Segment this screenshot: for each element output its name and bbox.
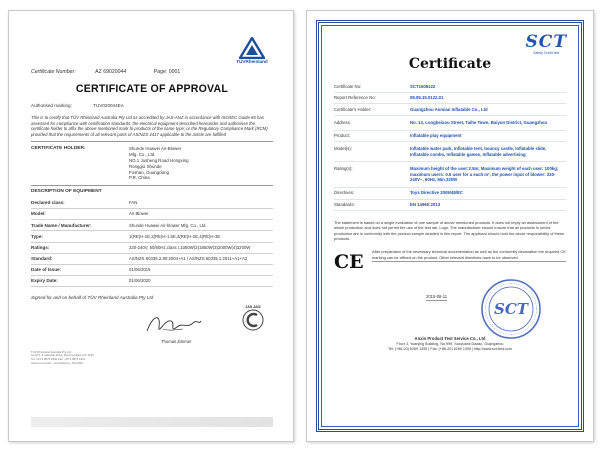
certificate-table xyxy=(334,81,566,211)
footer-bar xyxy=(31,417,273,427)
stamp-seal-icon xyxy=(480,278,542,340)
holder-label: CERTIFICATE HOLDER: xyxy=(31,146,86,152)
sct-logo-text: SCT xyxy=(525,32,567,52)
holder-address xyxy=(129,146,189,181)
tuv-footer xyxy=(31,351,273,366)
row-value: 01/06/2020 xyxy=(129,278,151,284)
tuv-certificate xyxy=(8,10,294,442)
holder-line: Mfg. Co., Ltd. xyxy=(129,152,156,158)
sct-logo xyxy=(526,31,567,56)
holder-line: Ronggui Shunde xyxy=(129,163,162,169)
ce-mark-icon: CE xyxy=(334,251,364,274)
row-key: Expiry Date: xyxy=(31,278,58,284)
table-row xyxy=(334,104,566,116)
footer-line: Level 5, 8 Lakeside Drive, Burwood East VIC 3151 xyxy=(31,353,94,358)
row-key: Ratings: xyxy=(31,244,50,250)
divider xyxy=(31,185,273,186)
cert-number: AZ 69020044 xyxy=(95,69,127,75)
signer-name: Thomas Zimmer xyxy=(161,338,192,344)
row-key: Rating(s): xyxy=(334,166,353,172)
row-key: Type: xyxy=(31,233,43,239)
authorised-value: TUV020044EA xyxy=(93,103,124,109)
row-value: 08.05.15.0122.01 xyxy=(410,95,444,101)
sct-certificate xyxy=(306,10,594,442)
row-key: Date of Issue: xyxy=(31,266,62,272)
table-row xyxy=(31,265,273,276)
row-value: EN 14960:2013 xyxy=(410,202,441,208)
row-value: AS/NZS 60335.2.80:2004+A1 / AS/NZS 60335.1:2011+A1+A2 xyxy=(129,255,248,261)
table-row xyxy=(31,254,273,265)
authorised-marking xyxy=(31,103,273,109)
divider xyxy=(31,141,273,142)
table-row xyxy=(334,188,566,200)
row-value: 220-240V, 50/60Hz,class I,1050W(2)1850W(3)2000W(4)3200W xyxy=(129,244,251,250)
jas-anz-logo xyxy=(239,305,267,333)
certification-statement: This is to certify that TÜV Rheinland Australia Pty Ltd as accredited by JAS-ANZ in accordance with ISO/IEC Guide 65 has assessed for compliance with certification standards, the electrical equipment described hereunder and authorises the certificate holder to affix the above mentioned mark to products of the same type; or the Regulatory Compliance Mark (RCM) provided that the requirements of all relevant parts of AS/NZS 4417 applicable to the article are fulfilled xyxy=(31,114,268,137)
statement-paragraph: The statement is based on a single evaluation of one sample of above mentioned products. It does not imply an assessment of the whole production and does not permit the use of the test lab. Logo. The manufacturer should ensure that all products in series production are in conformity with the product sample detailed in this report. The applicant should hold the whole responsibility of these products. xyxy=(334,220,565,241)
page-label: Page: 0001 xyxy=(153,69,181,75)
table-row xyxy=(334,116,566,131)
holder-line: Foshan, Guangdong xyxy=(129,169,170,175)
row-value: Guangzhou Aomiao Inflatable Co., Ltd xyxy=(410,106,488,112)
row-value: Inflatable play equipment xyxy=(410,133,462,138)
signature-area xyxy=(31,303,273,349)
row-key: Certificate No: xyxy=(334,83,362,89)
row-value: Shunde Huawei Air-blower Mfg. Co., Ltd. xyxy=(129,222,207,228)
accreditation-seal-icon xyxy=(242,309,264,331)
equipment-table xyxy=(31,198,273,287)
signature-icon xyxy=(143,309,203,339)
issue-date: 2015-08-11 xyxy=(426,294,448,300)
table-row xyxy=(334,162,566,188)
certificate-holder xyxy=(31,146,273,181)
row-key: Certificate's Holder: xyxy=(334,106,372,112)
table-row xyxy=(31,231,273,242)
row-key: Address xyxy=(334,119,350,125)
row-key: Directives: xyxy=(334,190,355,196)
table-row xyxy=(31,209,273,220)
certificate-number-line xyxy=(31,69,180,76)
row-value: No. 13, Longbeixou Street, Taihe Town, Baiyun District, Guangzhou xyxy=(410,119,548,125)
table-row xyxy=(334,93,566,105)
certificate-title: Certificate xyxy=(408,56,492,72)
issuer-name: Anxin Product Test Service Co., Ltd xyxy=(414,336,486,342)
table-row xyxy=(31,220,273,231)
table-row xyxy=(334,81,566,93)
holder-line: NO.1 Jusheng Road Hongxing xyxy=(129,157,189,163)
row-value: 01/06/2015 xyxy=(129,266,151,272)
row-key: Model(s): xyxy=(334,146,352,152)
row-value: FAN xyxy=(129,200,138,206)
certificate-border xyxy=(316,20,584,432)
row-value: Inflatable water park, Inflatable tent, bouncy castle, Inflatable slide, Inflatable combo, Inflatable games, Inflatable advertising xyxy=(410,146,547,157)
footer-line: www.tuv.com/au · Accredited by JAS-ANZ xyxy=(31,360,83,365)
tuv-header xyxy=(31,29,273,75)
row-key: Trade Name / Manufacturer: xyxy=(31,222,92,228)
description-title: DESCRIPTION OF EQUIPMENT xyxy=(31,189,102,195)
cert-number-label: Certificate Number: xyxy=(31,69,76,75)
authorised-label: Authorised marking: xyxy=(31,103,72,109)
row-value: Maximum height of the user:2.5m; Maximum weight of each user: 100kg; maximum users: 0.5 user for a each m², the power input of blower: 220-240V~, 60Hz, Min.320W xyxy=(410,166,559,183)
row-key: Model: xyxy=(31,211,46,217)
address-line: Tel: (+86-20) 6269 1395 | Fax: (+86-20) 6269 1395 | http://www.sct-test.com xyxy=(388,346,512,351)
footer-line: TÜV Rheinland Australia Pty Ltd xyxy=(31,349,71,354)
sct-logo-sub: Safety Credit test xyxy=(533,51,560,56)
row-key: Report Reference No: xyxy=(334,95,376,101)
row-key: Product: xyxy=(334,133,351,138)
issuer-address xyxy=(334,342,566,352)
table-row xyxy=(31,243,273,254)
table-row xyxy=(334,200,566,212)
row-key: Standards: xyxy=(334,202,355,208)
holder-line: P.R. China xyxy=(129,175,150,181)
footer-line: Tel: +61 3 9875 1800 Fax: +61 3 9875 1801 xyxy=(31,357,86,361)
stamp-text: SCT xyxy=(494,300,528,319)
ce-section xyxy=(334,249,566,272)
ce-text: After preparation of the necessary technical documentation as well as the conformity declaration the required CE marking can be affixed on the product. Other relevant directives have to be observed xyxy=(372,249,566,262)
row-value: Toys Directive 2009/48/EC xyxy=(410,190,463,196)
row-key: Declared class: xyxy=(31,200,65,206)
address-line: Floor 3, Yuanjing Building, No.999, Sanyuanli Dadao, Guangzhou xyxy=(396,341,504,346)
certificate-title: CERTIFICATE OF APPROVAL xyxy=(75,83,229,95)
signed-statement: Signed for and on behalf of TÜV Rheinland Australia Pty Ltd xyxy=(31,295,154,301)
tuv-triangle-icon xyxy=(239,37,265,59)
row-key: Standard: xyxy=(31,255,53,261)
jas-anz-label: JAS-ANZ xyxy=(245,304,261,309)
row-value: SCT1506122 xyxy=(410,83,436,89)
row-value: Air Blower xyxy=(129,211,149,217)
stamp-area xyxy=(334,276,566,340)
table-row xyxy=(334,142,566,162)
table-row xyxy=(31,276,273,287)
tuv-logo-text: TÜVRheinland xyxy=(236,59,268,64)
tuv-logo xyxy=(229,37,275,65)
row-value: 1(RE)H-1E,2(RE)H-1.5E,3(RE)H-2E,4(RE)H-3E xyxy=(129,233,221,239)
holder-line: Shunde Huawei Air-Blower xyxy=(129,146,182,152)
table-row xyxy=(31,198,273,209)
table-row xyxy=(334,131,566,143)
